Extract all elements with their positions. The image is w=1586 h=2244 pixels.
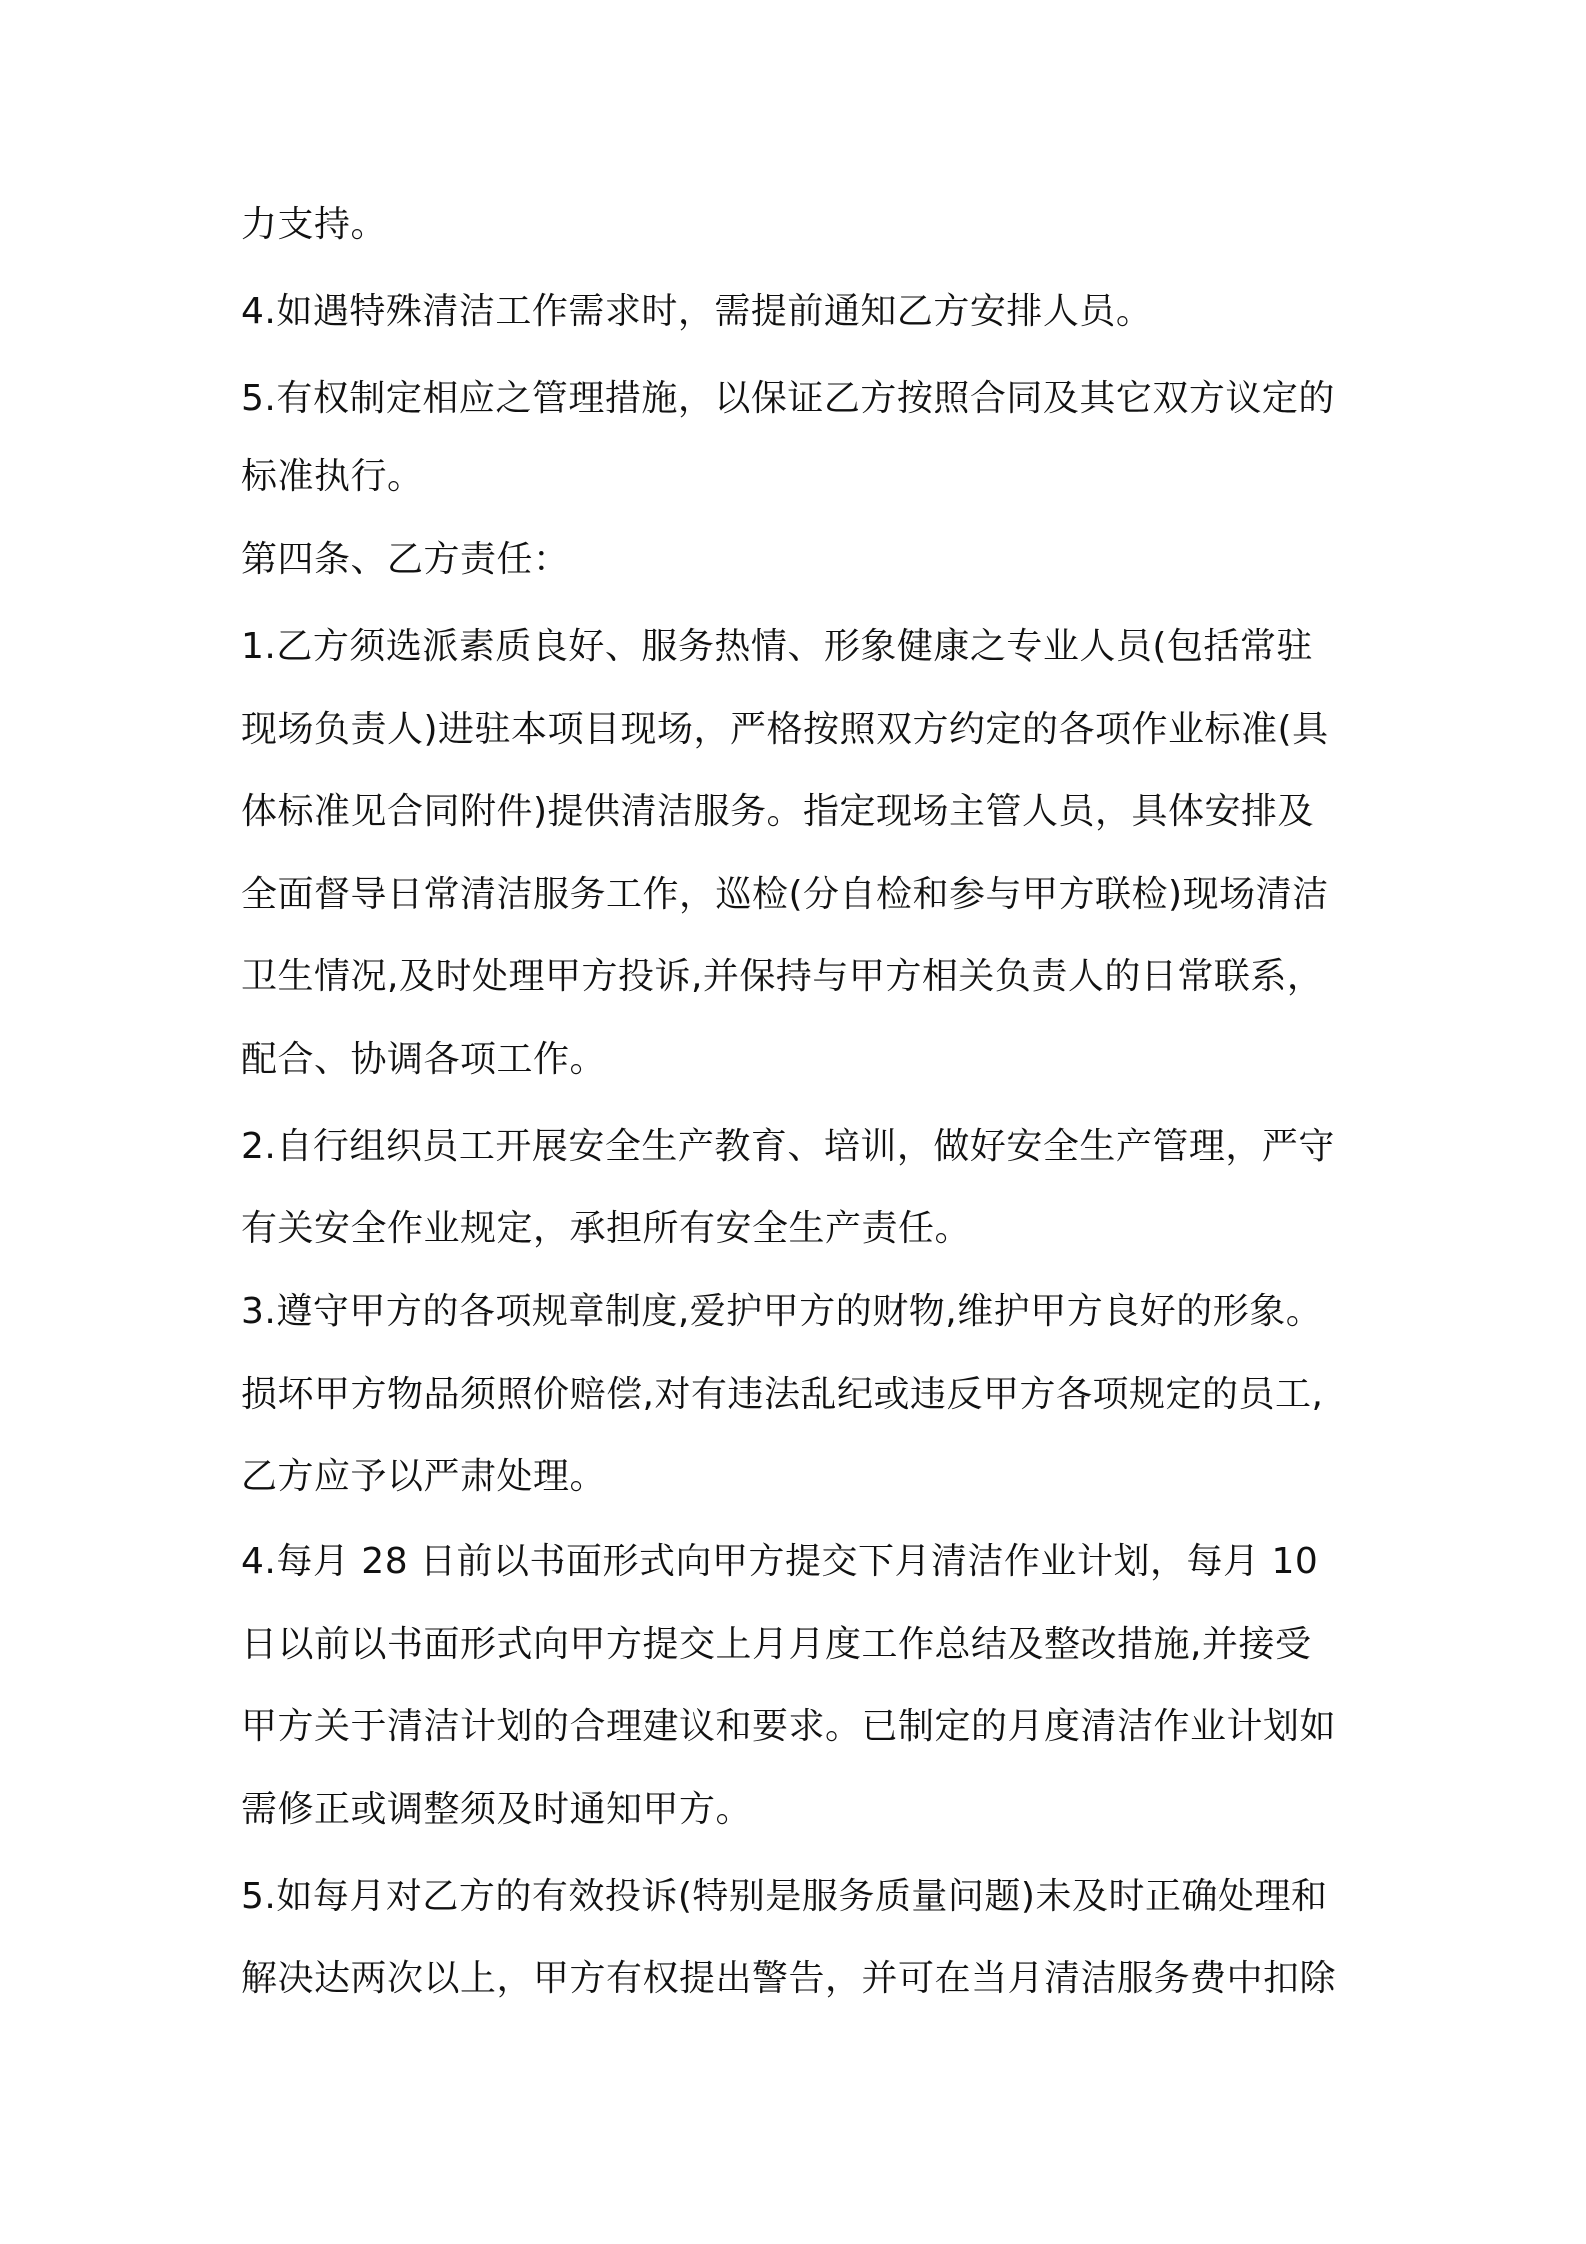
text-line: 损坏甲方物品须照价赔偿,对有违法乱纪或违反甲方各项规定的员工, (241, 1374, 1324, 1415)
text-line: 解决达两次以上，甲方有权提出警告，并可在当月清洁服务费中扣除 (241, 1958, 1337, 1999)
text-line: 力支持。 (241, 204, 388, 245)
text-line: 标准执行。 (241, 456, 424, 497)
text-line: 1.乙方须选派素质良好、服务热情、形象健康之专业人员(包括常驻 (241, 626, 1313, 667)
text-line: 3.遵守甲方的各项规章制度,爱护甲方的财物,维护甲方良好的形象。 (241, 1291, 1323, 1332)
text-line: 有关安全作业规定，承担所有安全生产责任。 (241, 1208, 972, 1249)
text-line: 5.如每月对乙方的有效投诉(特别是服务质量问题)未及时正确处理和 (241, 1876, 1328, 1917)
text-line: 需修正或调整须及时通知甲方。 (241, 1789, 753, 1830)
text-line: 日以前以书面形式向甲方提交上月月度工作总结及整改措施,并接受 (241, 1624, 1312, 1665)
text-line: 卫生情况,及时处理甲方投诉,并保持与甲方相关负责人的日常联系， (241, 956, 1324, 997)
text-line: 2.自行组织员工开展安全生产教育、培训，做好安全生产管理，严守 (241, 1126, 1335, 1167)
text-line: 现场负责人)进驻本项目现场，严格按照双方约定的各项作业标准(具 (241, 709, 1329, 750)
text-line: 4.每月 28 日前以书面形式向甲方提交下月清洁作业计划，每月 10 (241, 1541, 1319, 1582)
text-line: 5.有权制定相应之管理措施，以保证乙方按照合同及其它双方议定的 (241, 378, 1335, 419)
text-line: 配合、协调各项工作。 (241, 1039, 607, 1080)
text-line: 甲方关于清洁计划的合理建议和要求。已制定的月度清洁作业计划如 (241, 1706, 1337, 1747)
text-line: 乙方应予以严肃处理。 (241, 1456, 607, 1497)
section-heading: 第四条、乙方责任： (241, 539, 570, 580)
text-line: 体标准见合同附件)提供清洁服务。指定现场主管人员，具体安排及 (241, 791, 1315, 832)
text-line: 4.如遇特殊清洁工作需求时，需提前通知乙方安排人员。 (241, 291, 1153, 332)
text-line: 全面督导日常清洁服务工作，巡检(分自检和参与甲方联检)现场清洁 (241, 874, 1329, 915)
